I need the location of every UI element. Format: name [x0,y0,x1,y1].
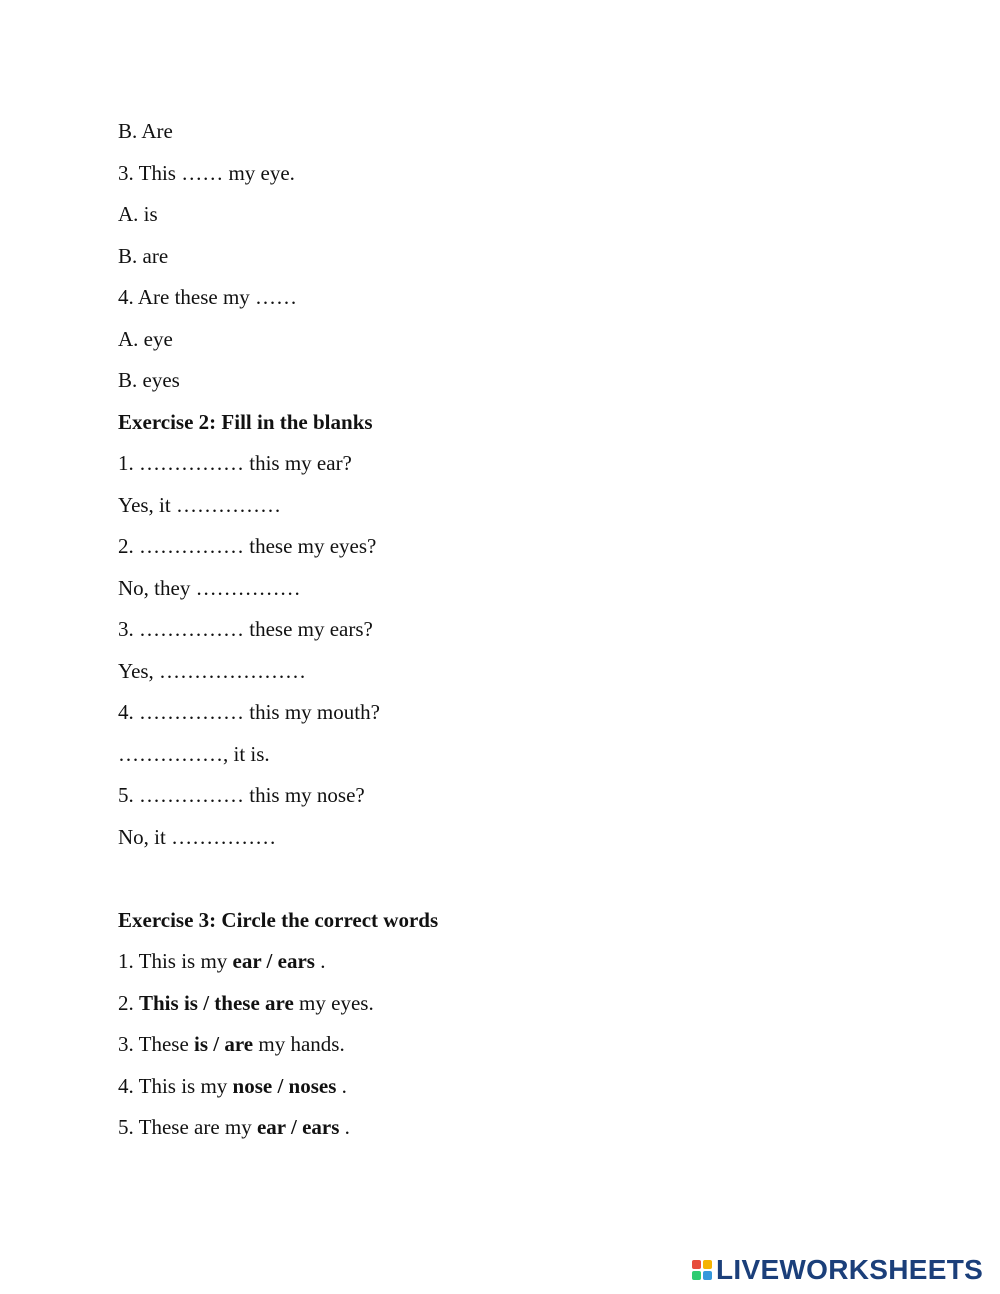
circle-item-prefix: 2. [118,990,139,1015]
fill-blank-line[interactable]: 5. …………… this my nose? [118,783,365,807]
circle-choice[interactable]: ear / ears [232,949,315,973]
fill-blank-line[interactable]: ……………, it is. [118,741,270,766]
circle-choice[interactable]: nose / noses [232,1073,337,1098]
circle-item-suffix: . [339,1115,350,1139]
exercise2-heading: Exercise 2: Fill in the blanks [118,409,373,434]
circle-item [118,1108,978,1150]
logo-mark-tile [703,1271,712,1280]
fill-blank-line[interactable]: Yes, it …………… [118,492,281,517]
worksheet-page [118,112,978,1150]
option-line: B. Are [118,119,173,143]
circle-item-prefix: 1. This is my [118,949,233,973]
logo-text: LIVEWORKSHEETS [716,1254,984,1285]
exercise3-heading: Exercise 3: Circle the correct words [118,907,439,932]
circle-item-prefix: 4. This is my [118,1073,233,1098]
question-line: 4. Are these my …… [118,285,298,309]
circle-item [118,942,978,984]
logo-mark-icon [692,1260,712,1280]
circle-item-prefix: 5. These are my [118,1115,257,1139]
option-line: B. are [118,243,169,268]
logo-mark-tile [692,1271,701,1280]
logo-mark-tile [692,1260,701,1269]
circle-item-suffix: . [336,1073,347,1098]
circle-item-prefix: 3. These [118,1032,195,1056]
circle-item [118,984,978,1026]
option-line: B. eyes [118,368,180,392]
fill-blank-line[interactable]: No, it …………… [118,824,277,849]
circle-item [118,1067,978,1109]
circle-item [118,1025,978,1067]
liveworksheets-logo [692,1253,983,1287]
fill-blank-line[interactable]: 2. …………… these my eyes? [118,534,377,558]
circle-choice[interactable]: is / are [194,1032,254,1056]
option-line: A. is [118,202,158,226]
spacer [118,859,978,901]
circle-item-suffix: my hands. [253,1032,345,1056]
fill-blank-line[interactable]: No, they …………… [118,575,301,600]
fill-blank-line[interactable]: Yes, ………………… [118,658,307,683]
circle-choice[interactable]: ear / ears [256,1115,340,1139]
fill-blank-line[interactable]: 4. …………… this my mouth? [118,700,380,724]
logo-mark-tile [703,1260,712,1269]
question-line: 3. This …… my eye. [118,160,295,185]
option-line: A. eye [118,326,173,351]
circle-choice[interactable]: This is / these are [139,990,294,1015]
fill-blank-line[interactable]: 3. …………… these my ears? [118,617,373,641]
circle-item-suffix: . [314,949,326,973]
fill-blank-line[interactable]: 1. …………… this my ear? [118,451,352,475]
circle-item-suffix: my eyes. [293,990,374,1015]
